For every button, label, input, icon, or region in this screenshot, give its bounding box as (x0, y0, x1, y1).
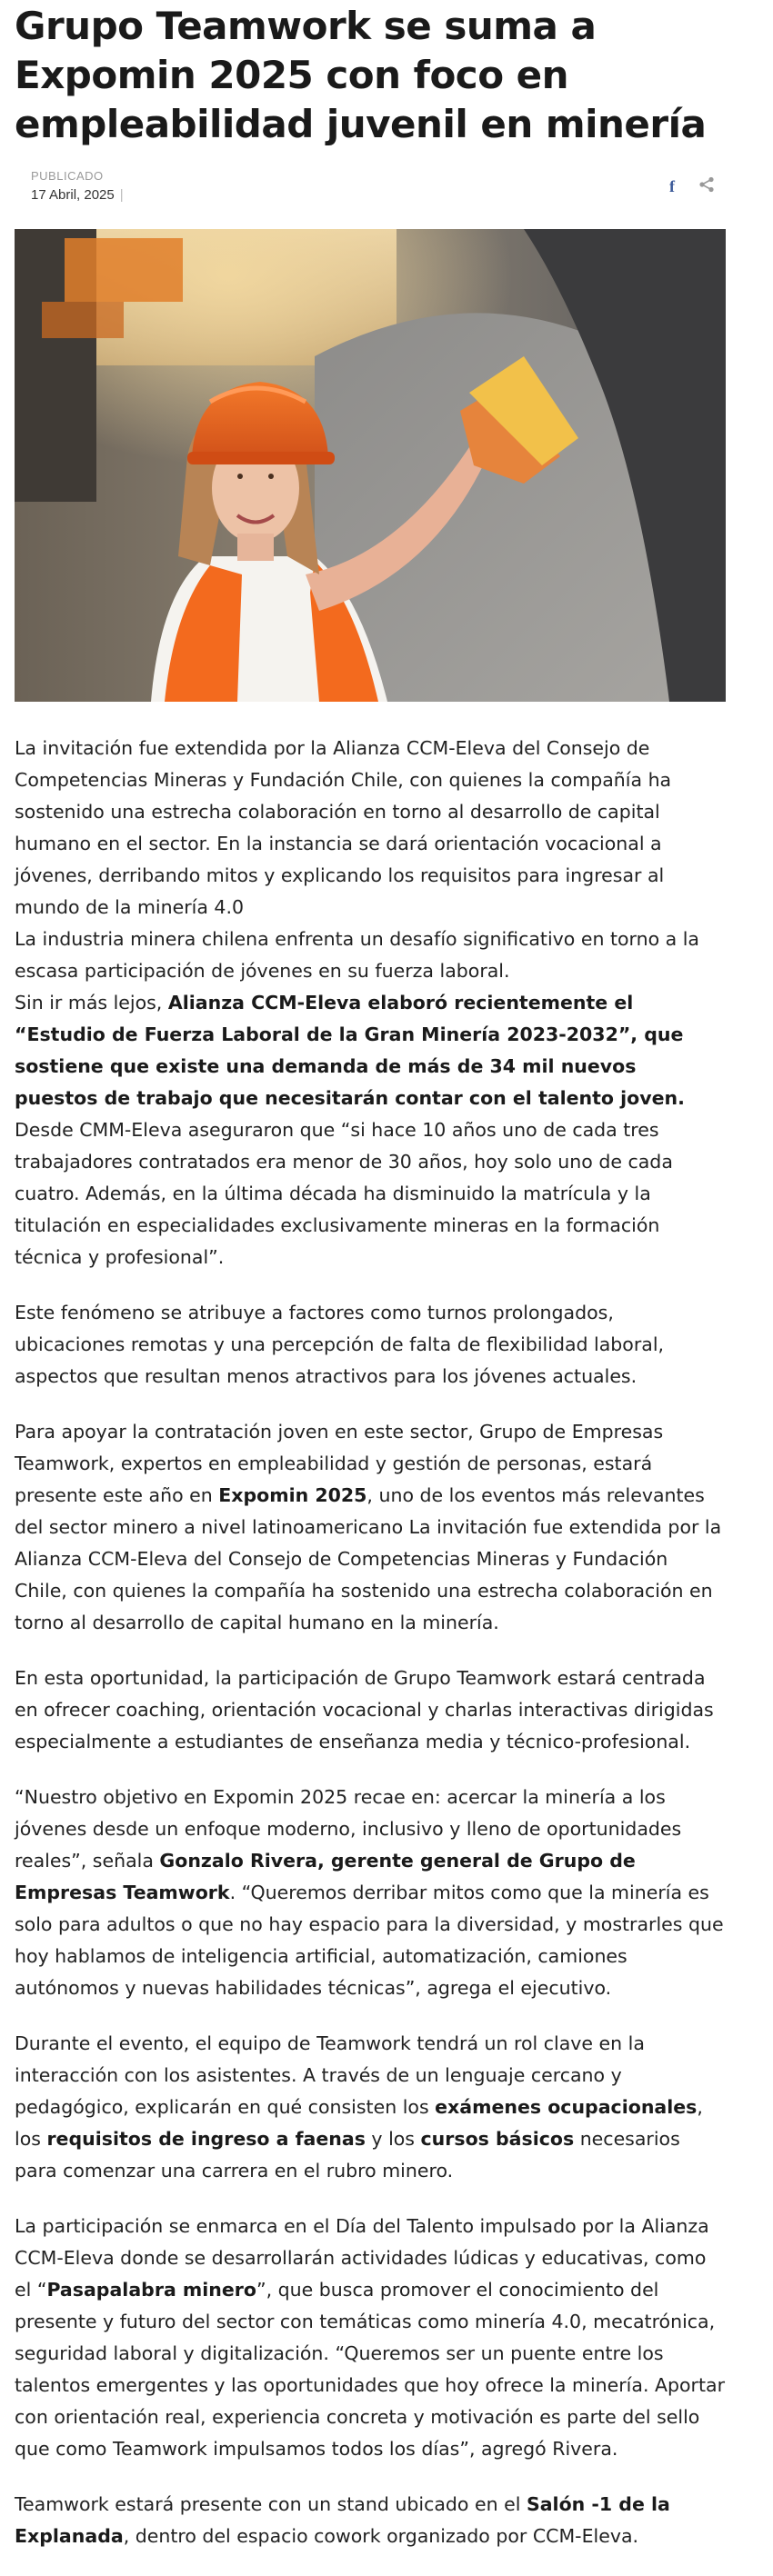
paragraph-7-a: La participación se enmarca en el Día del Talento impulsado por la Alianza CCM-Eleva donde se desarrollarán actividades lúdicas y educativas, como el “ (15, 2215, 709, 2301)
paragraph-7-bold: Pasapalabra minero (46, 2279, 256, 2301)
hero-photo-illustration (15, 229, 726, 702)
published-date (31, 187, 124, 203)
paragraph-intro-bold: Alianza CCM-Eleva elaboró recientemente el “Estudio de Fuerza Laboral de la Gran Minería 2023-2032”, que sostiene que existe una demanda de más de 34 mil nuevos puestos de trabajo que necesitarán contar con el talento joven. (15, 992, 685, 1109)
date-separator: | (119, 187, 124, 203)
share-bar (669, 176, 715, 196)
paragraph-8-bold: Salón -1 de la Explanada (15, 2493, 670, 2547)
article-meta (15, 149, 726, 222)
share-icon[interactable] (698, 176, 715, 196)
paragraph-5-a: “Nuestro objetivo en Expomin 2025 recae en: acercar la minería a los jóvenes desde un enfoque moderno, inclusivo y lleno de oportunidades reales”, señala (15, 1786, 682, 1872)
facebook-icon[interactable]: f (669, 176, 675, 195)
paragraph-3-bold: Expomin 2025 (218, 1484, 367, 1506)
paragraph-7-c: ”, que busca promover el conocimiento del presente y futuro del sector con temáticas como minería 4.0, mecatrónica, seguridad laboral y digitalización. “Queremos ser un puente entre los talentos emergentes y las oportunidades que hoy ofrece la minería. Aportar con orientación real, experiencia concreta y motivación es parte del sello que como Teamwork impulsamos todos los días”, agregó Rivera. (15, 2279, 726, 2460)
article (15, 0, 726, 2576)
paragraph-6-bold-2: requisitos de ingreso a faenas (46, 2128, 366, 2150)
paragraph-intro-line-1: La invitación fue extendida por la Alianza CCM-Eleva del Consejo de Competencias Mineras y Fundación Chile, con quienes la compañía ha sostenido una estrecha colaboración en torno al desarrollo de capital humano en el sector. En la instancia se dará orientación vocacional a jóvenes, derribando mitos y explicando los requisitos para ingresar al mundo de la minería 4.0 (15, 737, 672, 918)
paragraph-6-a: Durante el evento, el equipo de Teamwork tendrá un rol clave en la interacción con los asistentes. A través de un lenguaje cercano y pedagógico, explicarán en qué consisten los (15, 2032, 645, 2118)
paragraph-5-bold: Gonzalo Rivera, gerente general de Grupo de Empresas Teamwork (15, 1850, 636, 1903)
paragraph-3-a: Para apoyar la contratación joven en este sector, Grupo de Empresas Teamwork, expertos en empleabilidad y gestión de personas, estará presente este año en (15, 1421, 664, 1506)
paragraph-6-g: necesarios para comenzar una carrera en el rubro minero. (15, 2128, 680, 2182)
paragraph-intro-line-2: La industria minera chilena enfrenta un desafío significativo en torno a la escasa participación de jóvenes en su fuerza laboral. (15, 928, 699, 982)
paragraph-2: Este fenómeno se atribuye a factores como turnos prolongados, ubicaciones remotas y una percepción de falta de flexibilidad laboral, aspectos que resultan menos atractivos para los jóvenes actuales. (15, 1302, 665, 1387)
paragraph-intro (15, 733, 726, 1273)
paragraph-6-c: , los (15, 2096, 703, 2150)
paragraph-6 (15, 2028, 726, 2187)
hero-image (15, 229, 726, 702)
paragraph-3-c: , uno de los eventos más relevantes del sector minero a nivel latinoamericano La invitación fue extendida por la Alianza CCM-Eleva del Consejo de Competencias Mineras y Fundación Chile, con quienes la compañía ha sostenido una estrecha colaboración en torno al desarrollo de capital humano en la minería. (15, 1484, 722, 1633)
paragraph-6-bold-3: cursos básicos (420, 2128, 575, 2150)
published-label: PUBLICADO (31, 169, 104, 183)
article-title: Grupo Teamwork se suma a Expomin 2025 con foco en empleabilidad juvenil en minería (15, 4, 707, 146)
published-date-text: 17 Abril, 2025 (31, 187, 115, 203)
paragraph-3 (15, 1416, 726, 1639)
paragraph-6-e: y los (365, 2128, 421, 2150)
paragraph-intro-line-3a: Sin ir más lejos, (15, 992, 168, 1013)
paragraph-5-c: . “Queremos derribar mitos como que la minería es solo para adultos o que no hay espacio para la diversidad, y mostrarles que hoy hablamos de inteligencia artificial, automatización, camiones autónomos y nuevas habilidades técnicas”, agrega el ejecutivo. (15, 1882, 724, 1999)
paragraph-5 (15, 1782, 726, 2004)
paragraph-6-bold-1: exámenes ocupacionales (435, 2096, 698, 2118)
article-body (15, 733, 726, 2552)
paragraph-intro-line-3c: Desde CMM-Eleva aseguraron que “si hace 10 años uno de cada tres trabajadores contratados era menor de 30 años, hoy solo uno de cada cuatro. Además, en la última década ha disminuido la matrícula y la titulación en especialidades exclusivamente mineras en la formación técnica y profesional”. (15, 1119, 673, 1268)
paragraph-8-a: Teamwork estará presente con un stand ubicado en el (15, 2493, 527, 2515)
paragraph-4: En esta oportunidad, la participación de Grupo Teamwork estará centrada en ofrecer coaching, orientación vocacional y charlas interactivas dirigidas especialmente a estudiantes de enseñanza media y técnico-profesional. (15, 1667, 714, 1752)
paragraph-8 (15, 2489, 726, 2552)
paragraph-7 (15, 2211, 726, 2465)
paragraph-8-c: , dentro del espacio cowork organizado por CCM-Eleva. (123, 2525, 639, 2547)
